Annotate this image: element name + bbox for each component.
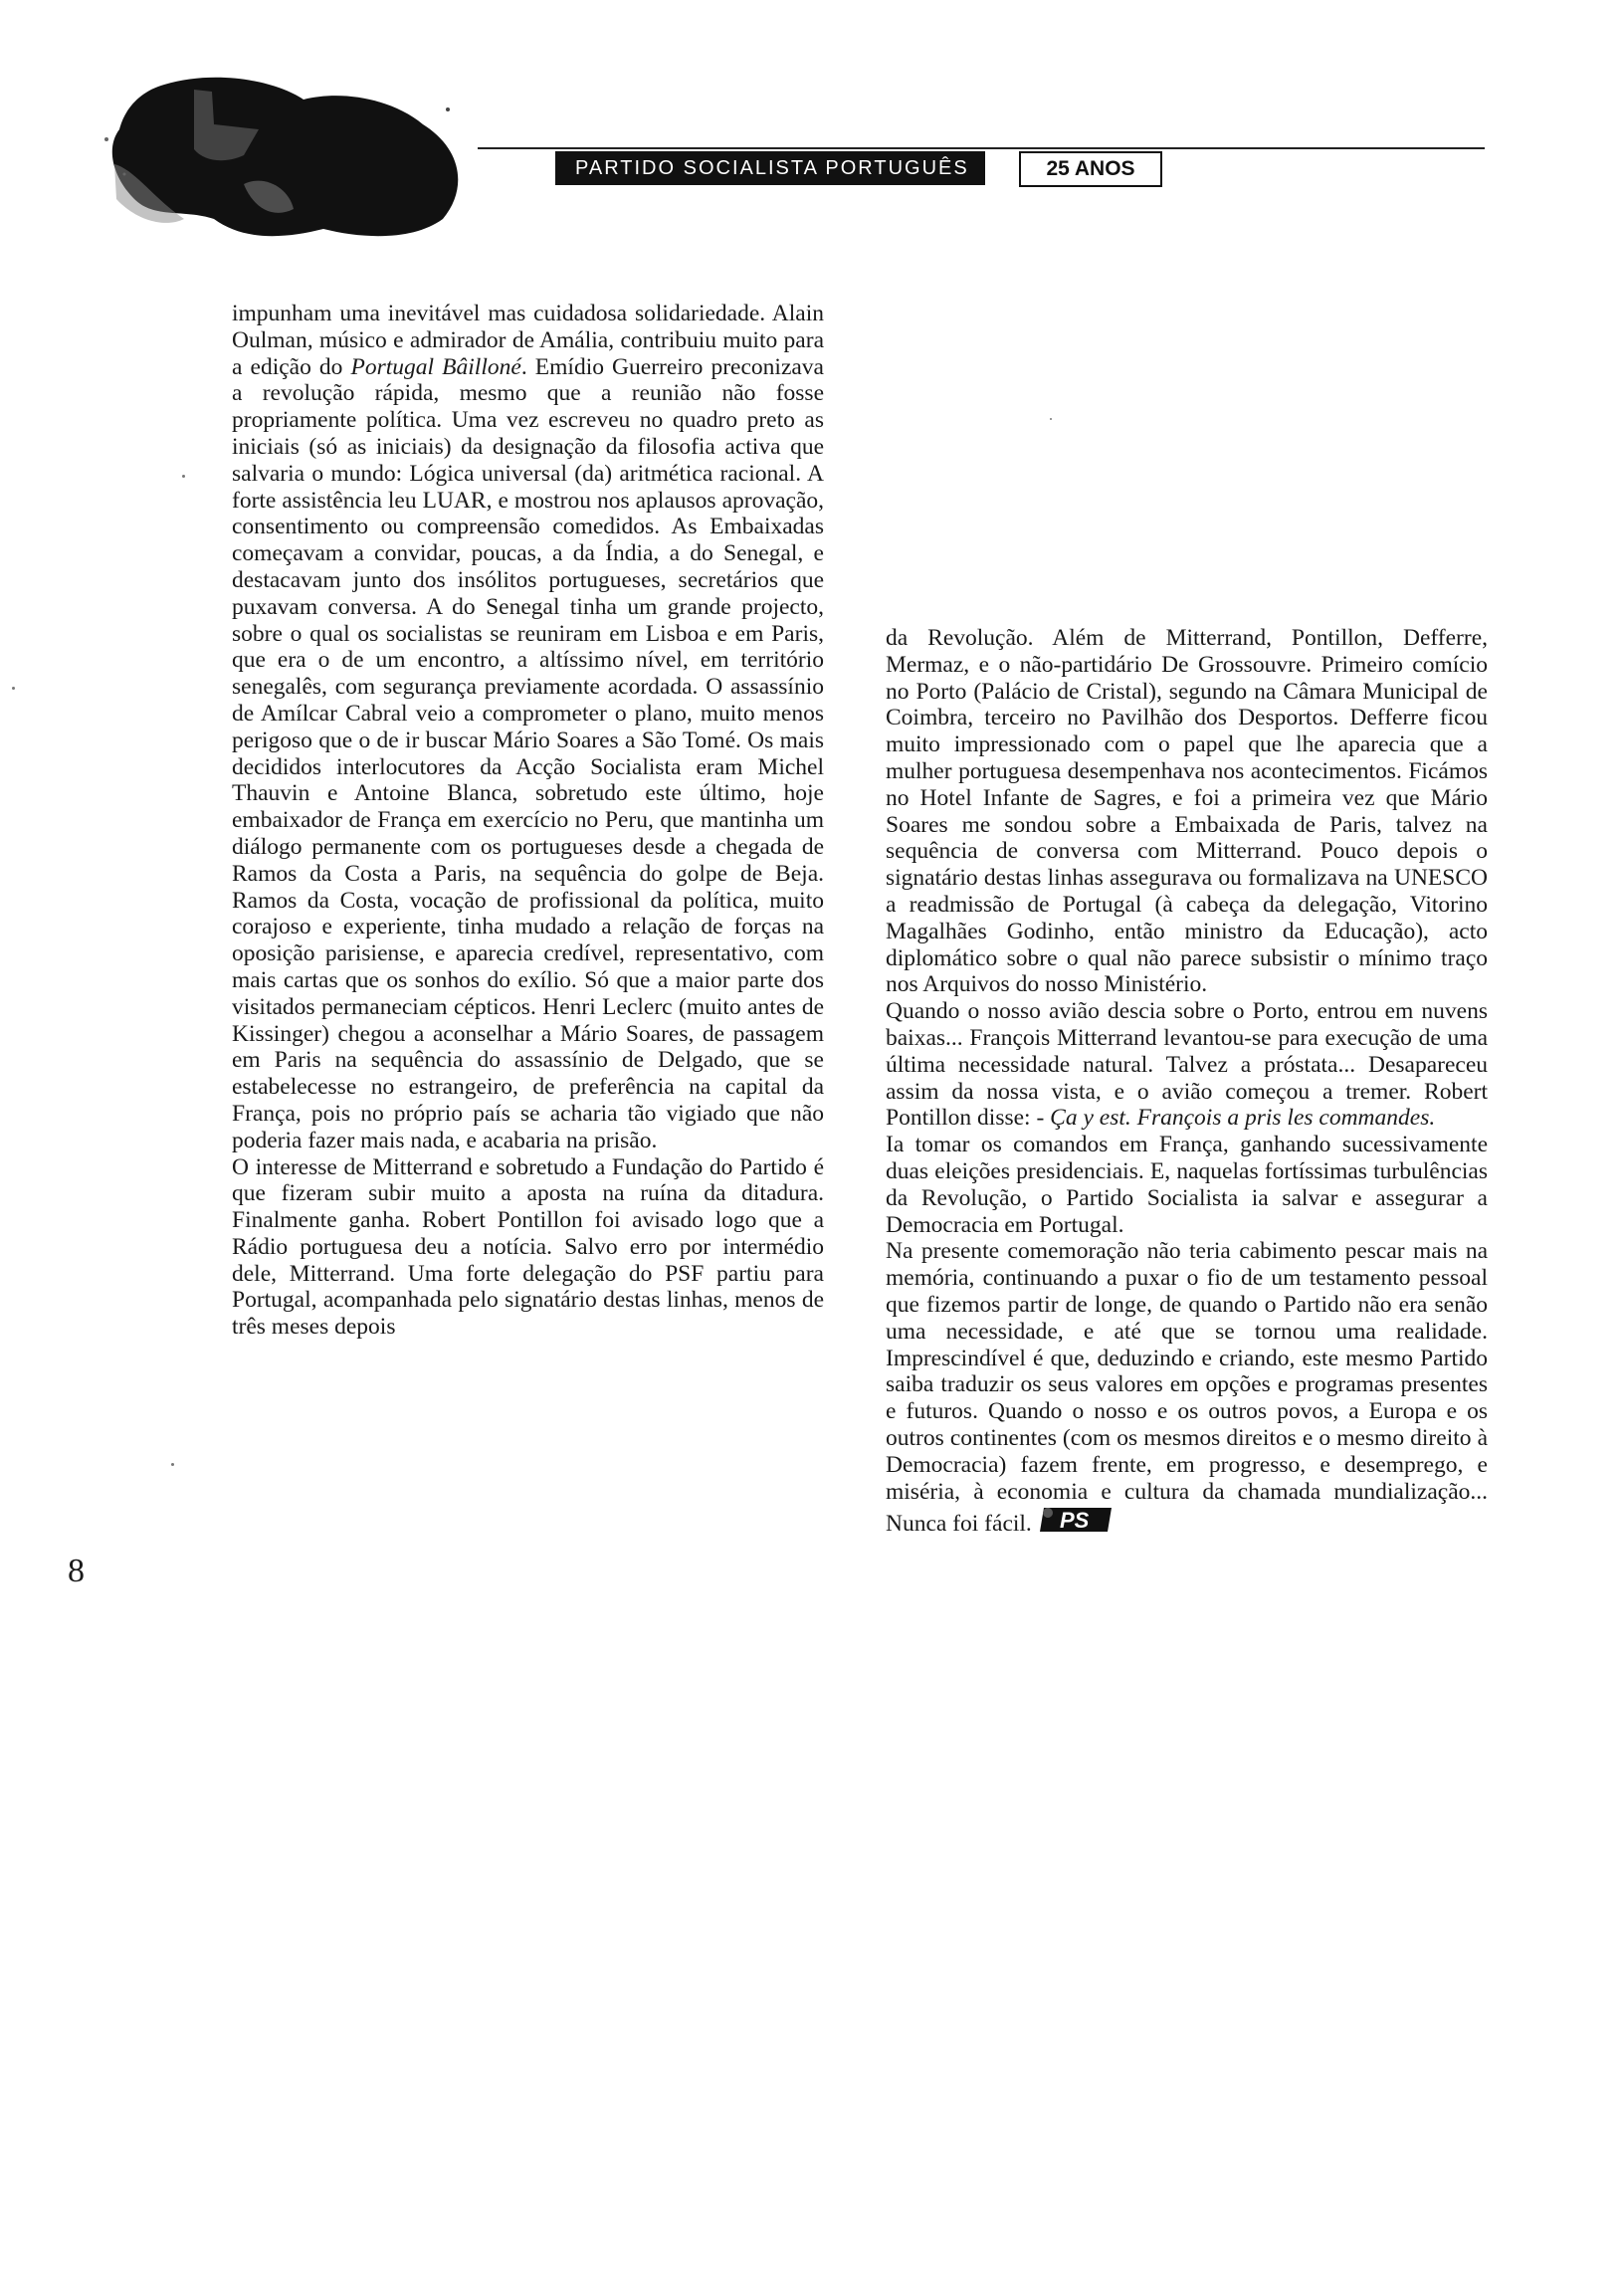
- paragraph: [886, 998, 1488, 1132]
- scan-speck: [12, 687, 15, 690]
- book-title: Portugal Bâilloné: [350, 353, 521, 380]
- scan-speck: [171, 1463, 174, 1466]
- anniversary-badge: 25 ANOS: [1019, 151, 1162, 187]
- scan-speck: [1050, 418, 1052, 420]
- paragraph: Ia tomar os comandos em França, ganhando sucessivamente duas eleições presidenciais. E, naquelas fortíssimas turbulências da Revolução, o Partido Socialista ia salvar e assegurar a Democracia em Portugal.: [886, 1132, 1488, 1238]
- french-quote: Ça y est. François a pris les commandes.: [1050, 1105, 1436, 1132]
- text-run: Quando o nosso avião descia sobre o Porto, entrou em nuvens baixas... François Mitterrand levantou-se para execução de uma última necessidade natural. Talvez a próstata... Desapareceu assim da nossa vista, e o avião começou a tremer. Robert Pontillon disse: -: [886, 998, 1488, 1132]
- paragraph: [886, 1238, 1488, 1538]
- ps-end-logo-text: PS: [1059, 1508, 1090, 1534]
- page-number: 8: [68, 1553, 85, 1589]
- text-run: . Emídio Guerreiro preconizava a revolução rápida, mesmo que a reunião não fosse propriamente política. Uma vez escreveu no quadro preto as iniciais (só as iniciais) da designação da filosofia activa que salvaria o mundo: Lógica universal (da) aritmética racional. A forte assistência leu LUAR, e mostrou nos aplausos aprovação, consentimento ou compreensão comedidos. As Embaixadas começavam a convidar, poucas, a da Índia, a do Senegal, e destacavam junto dos insólitos portugueses, secretários que puxavam conversa. A do Senegal tinha um grande projecto, sobre o qual os socialistas se reuniram em Lisboa e em Paris, que era o de um encontro, a altíssimo nível, em território senegalês, com segurança previamente acordada. O assassínio de Amílcar Cabral veio a comprometer o plano, muito menos perigoso que o de ir buscar Mário Soares a São Tomé. Os mais decididos interlocutores da Acção Socialista eram Michel Thauvin e Antoine Blanca, sobretudo este último, hoje embaixador de França em exercício no Peru, que mantinha um diálogo permanente com os portugueses desde a chegada de Ramos da Costa a Paris, na sequência do golpe de Beja. Ramos da Costa, vocação de profissional da política, muito corajoso e experiente, tinha mudado a relação de forças na oposição parisiense, e aparecia credível, representativo, com mais cartas que os sonhos do exílio. Só que a maior parte dos visitados permaneciam cépticos. Henri Leclerc (muito antes de Kissinger) chegou a aconselhar a Mário Soares, de passagem em Paris na sequência do assassínio de Delgado, que se estabelecesse no estrangeiro, de preferência na capital da França, pois no próprio país se acharia tão vigiado que não poderia fazer mais nada, e acabaria na prisão.: [232, 353, 824, 1153]
- header-rule: [478, 147, 1485, 149]
- paragraph: O interesse de Mitterrand e sobretudo a Fundação do Partido é que fizeram subir muito a aposta na ruína da ditadura. Finalmente ganha. Robert Pontillon foi avisado logo que a Rádio portuguesa deu a notícia. Salvo erro por intermédio dele, Mitterrand. Uma forte delegação do PSF partiu para Portugal, acompanhada pelo signatário destas linhas, menos de três meses depois: [232, 1153, 824, 1341]
- ps-logo-icon: [95, 70, 473, 244]
- right-column: [886, 625, 1488, 1538]
- header-banner: PARTIDO SOCIALISTA PORTUGUÊS: [555, 151, 985, 185]
- text-run: Na presente comemoração não teria cabimento pescar mais na memória, continuando a puxar o fio de um testamento pessoal que fizemos partir de longe, de quando o Partido não era senão uma necessidade, e até que se tornou uma realidade. Imprescindível é que, deduzindo e criando, este mesmo Partido saiba traduzir os seus valores em opções e programas presentes e futuros. Quando o nosso e os outros povos, a Europa e os outros continentes (com os mesmos direitos e o mesmo direito à Democracia) fazem frente, em progresso, e desemprego, e miséria, à economia e cultura da chamada mundialização... Nunca foi fácil.: [886, 1238, 1488, 1538]
- left-column: [232, 301, 824, 1341]
- scan-speck: [182, 475, 185, 478]
- paragraph: [232, 301, 824, 1154]
- text-run: impunham uma inevitável mas cuidadosa solidariedade. Alain Oulman, músico e admirador de Amália, contribuiu muito para a edição do: [232, 301, 824, 380]
- ps-end-logo-icon: [1038, 1505, 1114, 1535]
- paragraph: da Revolução. Além de Mitterrand, Pontillon, Defferre, Mermaz, e o não-partidário De Grossouvre. Primeiro comício no Porto (Palácio de Cristal), segundo na Câmara Municipal de Coimbra, terceiro no Pavilhão dos Desportos. Defferre ficou muito impressionado com o papel que lhe aparecia que a mulher portuguesa desempenhava nos acontecimentos. Ficámos no Hotel Infante de Sagres, e foi a primeira vez que Mário Soares me sondou sobre a Embaixada de Paris, talvez na sequência de conversa com Mitterrand. Pouco depois o signatário destas linhas assegurava ou formalizava na UNESCO a readmissão de Portugal (à cabeça da delegação, Vitorino Magalhães Godinho, então ministro da Educação), acto diplomático sobre o qual não parece subsistir o mínimo traço nos Arquivos do nosso Ministério.: [886, 625, 1488, 998]
